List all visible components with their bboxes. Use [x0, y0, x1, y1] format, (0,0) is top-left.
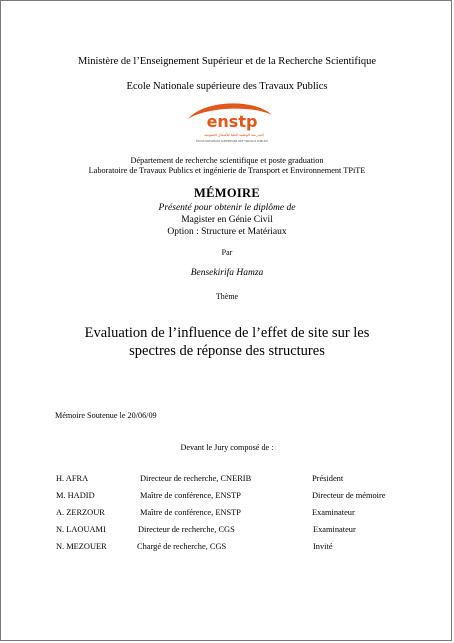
- jury-member-role: Directeur de mémoire: [312, 491, 386, 500]
- jury-member-role: Examinateur: [313, 525, 356, 534]
- logo-subtitle: ÉCOLE NATIONALE SUPÉRIEURE DES TRAVAUX PUBLICS: [196, 140, 268, 143]
- jury-row: [1, 508, 453, 525]
- jury-member-position: Maître de conférence, ENSTP: [140, 508, 241, 517]
- presented-for-line: Présenté pour obtenir le diplôme de: [158, 203, 296, 213]
- logo-wordmark: enstp: [206, 112, 258, 131]
- jury-row: [1, 542, 453, 559]
- department-block: [1, 156, 453, 176]
- jury-intro: Devant le Jury composé de :: [180, 443, 274, 452]
- theme-label: Thème: [215, 292, 239, 301]
- jury-member-name: H. AFRA: [56, 474, 89, 483]
- thesis-title: [1, 324, 453, 360]
- option-line: Option : Structure et Matériaux: [167, 227, 287, 237]
- jury-member-position: Chargé de recherche, CGS: [137, 542, 227, 551]
- author-name: Bensekirifa Hamza: [190, 268, 264, 278]
- diploma-line: Magister en Génie Civil: [181, 215, 273, 225]
- by-label: Par: [221, 248, 233, 257]
- defense-date: Mémoire Soutenue le 20/06/09: [55, 411, 157, 420]
- jury-row: [1, 525, 453, 542]
- jury-member-name: M. HADID: [56, 491, 95, 500]
- jury-row: [1, 474, 453, 491]
- department-line: Département de recherche scientifique et poste graduation: [130, 156, 324, 165]
- enstp-logo: [182, 99, 277, 147]
- jury-member-position: Directeur de recherche, CGS: [138, 525, 235, 534]
- jury-member-name: N. LAOUAMI: [56, 525, 106, 534]
- logo-arabic-line: المدرسة الوطنية العليا للأشغال العمومية: [204, 133, 264, 137]
- jury-row: [1, 491, 453, 508]
- memoire-heading: MÉMOIRE: [194, 186, 260, 200]
- jury-member-name: A. ZERZOUR: [56, 508, 105, 517]
- thesis-title-line-1: Evaluation de l’influence de l’effet de site sur les: [84, 325, 370, 341]
- jury-member-role: Président: [312, 474, 344, 483]
- jury-member-role: Invité: [313, 542, 333, 551]
- laboratory-line: Laboratoire de Travaux Publics et ingénierie de Transport et Environnement TPiTE: [88, 166, 366, 175]
- thesis-title-line-2: spectres de réponse des structures: [129, 343, 325, 359]
- ministry-line: Ministère de l’Enseignement Supérieur et de la Recherche Scientifique: [78, 56, 376, 67]
- jury-member-role: Examinateur: [312, 508, 355, 517]
- jury-member-name: N. MEZOUER: [56, 542, 107, 551]
- jury-member-position: Directeur de recherche, CNERIB: [140, 474, 252, 483]
- jury-member-position: Maître de conférence, ENSTP: [140, 491, 241, 500]
- school-line: Ecole Nationale supérieure des Travaux Publics: [126, 81, 328, 92]
